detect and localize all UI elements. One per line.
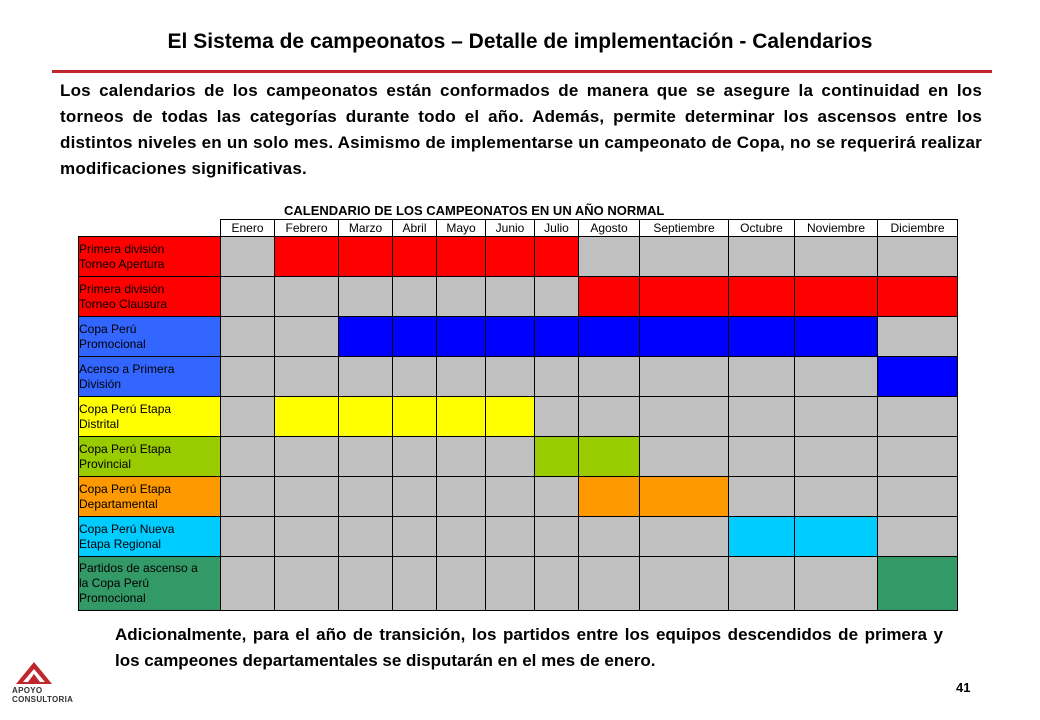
month-header: Abril xyxy=(393,220,437,237)
inactive-month-cell xyxy=(535,517,579,557)
calendar-row xyxy=(79,517,958,557)
active-month-cell xyxy=(878,357,958,397)
inactive-month-cell xyxy=(878,437,958,477)
month-header: Mayo xyxy=(437,220,486,237)
inactive-month-cell xyxy=(221,317,275,357)
month-header-row xyxy=(79,220,958,237)
month-header: Agosto xyxy=(579,220,640,237)
active-month-cell xyxy=(393,237,437,277)
inactive-month-cell xyxy=(486,477,535,517)
calendar-row xyxy=(79,557,958,611)
active-month-cell xyxy=(275,397,339,437)
inactive-month-cell xyxy=(275,277,339,317)
inactive-month-cell xyxy=(437,477,486,517)
active-month-cell xyxy=(437,397,486,437)
active-month-cell xyxy=(339,317,393,357)
row-label xyxy=(79,477,221,517)
active-month-cell xyxy=(486,397,535,437)
inactive-month-cell xyxy=(393,437,437,477)
inactive-month-cell xyxy=(275,317,339,357)
logo-text-apoyo: APOYO xyxy=(12,686,43,695)
inactive-month-cell xyxy=(795,357,878,397)
row-label-line: División xyxy=(79,376,122,391)
active-month-cell xyxy=(579,317,640,357)
inactive-month-cell xyxy=(795,477,878,517)
month-header: Junio xyxy=(486,220,535,237)
row-label xyxy=(79,317,221,357)
active-month-cell xyxy=(393,317,437,357)
inactive-month-cell xyxy=(729,397,795,437)
inactive-month-cell xyxy=(393,557,437,611)
title-divider xyxy=(52,70,992,73)
row-label xyxy=(79,237,221,277)
active-month-cell xyxy=(729,277,795,317)
month-header: Diciembre xyxy=(878,220,958,237)
active-month-cell xyxy=(878,557,958,611)
active-month-cell xyxy=(640,317,729,357)
inactive-month-cell xyxy=(878,517,958,557)
active-month-cell xyxy=(437,237,486,277)
row-label-line: Partidos de ascenso a xyxy=(79,561,198,575)
inactive-month-cell xyxy=(437,277,486,317)
inactive-month-cell xyxy=(221,437,275,477)
inactive-month-cell xyxy=(795,237,878,277)
row-label-line: Distrital xyxy=(79,416,120,431)
inactive-month-cell xyxy=(795,557,878,611)
active-month-cell xyxy=(878,277,958,317)
inactive-month-cell xyxy=(221,397,275,437)
inactive-month-cell xyxy=(535,397,579,437)
active-month-cell xyxy=(486,317,535,357)
inactive-month-cell xyxy=(393,477,437,517)
active-month-cell xyxy=(640,477,729,517)
month-header: Marzo xyxy=(339,220,393,237)
inactive-month-cell xyxy=(221,477,275,517)
row-label xyxy=(79,517,221,557)
inactive-month-cell xyxy=(640,397,729,437)
row-label-line: Promocional xyxy=(79,591,146,605)
calendar-row xyxy=(79,357,958,397)
calendar-row xyxy=(79,277,958,317)
active-month-cell xyxy=(535,437,579,477)
inactive-month-cell xyxy=(221,357,275,397)
row-label-line: Torneo Apertura xyxy=(79,256,165,271)
inactive-month-cell xyxy=(393,357,437,397)
active-month-cell xyxy=(795,517,878,557)
inactive-month-cell xyxy=(275,477,339,517)
inactive-month-cell xyxy=(221,277,275,317)
inactive-month-cell xyxy=(275,437,339,477)
inactive-month-cell xyxy=(339,477,393,517)
inactive-month-cell xyxy=(878,397,958,437)
inactive-month-cell xyxy=(579,357,640,397)
calendar-row xyxy=(79,317,958,357)
inactive-month-cell xyxy=(486,557,535,611)
row-label-line: Departamental xyxy=(79,496,158,511)
inactive-month-cell xyxy=(339,277,393,317)
inactive-month-cell xyxy=(339,357,393,397)
row-label-line: Provincial xyxy=(79,456,132,471)
active-month-cell xyxy=(579,277,640,317)
inactive-month-cell xyxy=(486,277,535,317)
active-month-cell xyxy=(535,237,579,277)
row-label xyxy=(79,397,221,437)
calendar-row xyxy=(79,477,958,517)
active-month-cell xyxy=(393,397,437,437)
active-month-cell xyxy=(579,437,640,477)
row-label-line: Etapa Regional xyxy=(79,536,162,551)
row-label xyxy=(79,557,221,611)
row-label-line: Copa Perú Etapa xyxy=(79,441,172,456)
active-month-cell xyxy=(275,237,339,277)
inactive-month-cell xyxy=(535,477,579,517)
inactive-month-cell xyxy=(579,557,640,611)
inactive-month-cell xyxy=(795,437,878,477)
row-label-line: Promocional xyxy=(79,336,146,351)
month-header: Noviembre xyxy=(795,220,878,237)
month-header: Julio xyxy=(535,220,579,237)
row-label xyxy=(79,277,221,317)
inactive-month-cell xyxy=(878,317,958,357)
inactive-month-cell xyxy=(221,237,275,277)
inactive-month-cell xyxy=(221,517,275,557)
inactive-month-cell xyxy=(579,397,640,437)
month-header: Febrero xyxy=(275,220,339,237)
inactive-month-cell xyxy=(339,517,393,557)
calendar-row xyxy=(79,237,958,277)
row-label-line: Copa Perú xyxy=(79,321,137,336)
active-month-cell xyxy=(579,477,640,517)
inactive-month-cell xyxy=(275,357,339,397)
month-header: Enero xyxy=(221,220,275,237)
inactive-month-cell xyxy=(339,557,393,611)
inactive-month-cell xyxy=(579,517,640,557)
inactive-month-cell xyxy=(535,357,579,397)
row-label-line: Primera división xyxy=(79,241,165,256)
inactive-month-cell xyxy=(795,397,878,437)
inactive-month-cell xyxy=(640,437,729,477)
active-month-cell xyxy=(486,237,535,277)
active-month-cell xyxy=(339,397,393,437)
header-corner xyxy=(79,220,221,237)
inactive-month-cell xyxy=(640,357,729,397)
inactive-month-cell xyxy=(393,277,437,317)
active-month-cell xyxy=(640,277,729,317)
calendar-caption: CALENDARIO DE LOS CAMPEONATOS EN UN AÑO NORMAL xyxy=(284,203,665,218)
inactive-month-cell xyxy=(729,477,795,517)
inactive-month-cell xyxy=(437,437,486,477)
active-month-cell xyxy=(729,517,795,557)
active-month-cell xyxy=(437,317,486,357)
inactive-month-cell xyxy=(729,357,795,397)
month-header: Octubre xyxy=(729,220,795,237)
inactive-month-cell xyxy=(393,517,437,557)
inactive-month-cell xyxy=(878,477,958,517)
row-label-line: la Copa Perú xyxy=(79,576,150,590)
inactive-month-cell xyxy=(535,557,579,611)
calendar-table xyxy=(78,219,958,611)
inactive-month-cell xyxy=(221,557,275,611)
transition-note: Adicionalmente, para el año de transición, los partidos entre los equipos descendidos de primera y los campeones departamentales se disputarán en el mes de enero. xyxy=(115,625,943,670)
inactive-month-cell xyxy=(437,357,486,397)
month-header: Septiembre xyxy=(640,220,729,237)
active-month-cell xyxy=(729,317,795,357)
inactive-month-cell xyxy=(275,557,339,611)
page-number: 41 xyxy=(956,680,971,695)
active-month-cell xyxy=(339,237,393,277)
active-month-cell xyxy=(795,277,878,317)
inactive-month-cell xyxy=(275,517,339,557)
company-logo xyxy=(8,660,74,704)
inactive-month-cell xyxy=(640,517,729,557)
inactive-month-cell xyxy=(486,357,535,397)
calendar-row xyxy=(79,397,958,437)
row-label xyxy=(79,437,221,477)
inactive-month-cell xyxy=(535,277,579,317)
inactive-month-cell xyxy=(729,237,795,277)
row-label-line: Primera división xyxy=(79,281,165,296)
row-label-line: Copa Perú Nueva xyxy=(79,521,175,536)
row-label-line: Copa Perú Etapa xyxy=(79,481,172,496)
row-label-line: Copa Perú Etapa xyxy=(79,401,172,416)
inactive-month-cell xyxy=(729,557,795,611)
active-month-cell xyxy=(535,317,579,357)
calendar-row xyxy=(79,437,958,477)
row-label-line: Acenso a Primera xyxy=(79,361,175,376)
row-label xyxy=(79,357,221,397)
active-month-cell xyxy=(795,317,878,357)
inactive-month-cell xyxy=(437,517,486,557)
inactive-month-cell xyxy=(640,237,729,277)
logo-text-consultoria: CONSULTORIA xyxy=(12,695,74,704)
row-label-line: Torneo Clausura xyxy=(79,296,168,311)
inactive-month-cell xyxy=(878,237,958,277)
slide-title: El Sistema de campeonatos – Detalle de implementación - Calendarios xyxy=(167,30,873,53)
inactive-month-cell xyxy=(579,237,640,277)
intro-paragraph: Los calendarios de los campeonatos están conformados de manera que se asegure la continuidad en los torneos de todas las categorías durante todo el año. Además, permite determinar los ascensos entre los distintos niveles en un solo mes. Asimismo de implementarse un campeonato de Copa, no se requerirá realizar modificaciones significativas. xyxy=(60,81,982,178)
inactive-month-cell xyxy=(486,437,535,477)
apoyo-logo-icon xyxy=(8,660,60,686)
inactive-month-cell xyxy=(339,437,393,477)
inactive-month-cell xyxy=(640,557,729,611)
inactive-month-cell xyxy=(729,437,795,477)
inactive-month-cell xyxy=(437,557,486,611)
inactive-month-cell xyxy=(486,517,535,557)
